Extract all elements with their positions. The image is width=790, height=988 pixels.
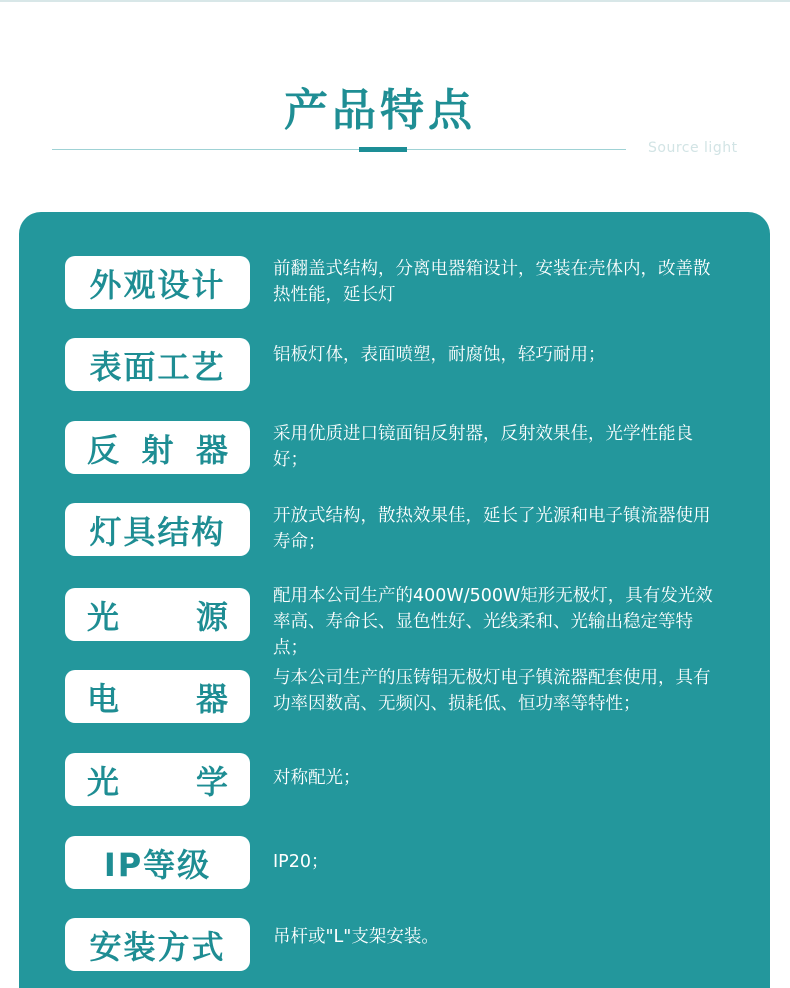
feature-label-text: 外观设计	[89, 265, 226, 304]
feature-label-text: 反	[87, 430, 120, 469]
feature-description: 前翻盖式结构，分离电器箱设计，安装在壳体内，改善散热性能，延长灯	[273, 259, 711, 305]
feature-row	[65, 338, 725, 394]
feature-row	[65, 586, 725, 658]
feature-row	[65, 670, 725, 726]
feature-label-text: 灯具结构	[89, 512, 226, 551]
feature-label-text: 器	[195, 679, 228, 718]
feature-row	[65, 918, 725, 974]
title-accent-bar	[359, 147, 407, 152]
feature-label-text: 电	[87, 679, 120, 718]
feature-label	[65, 588, 250, 641]
feature-row	[65, 836, 725, 892]
feature-row	[65, 753, 725, 809]
feature-label-text: 器	[195, 430, 228, 469]
feature-label	[65, 918, 250, 971]
feature-description: IP20；	[273, 852, 329, 872]
feature-label	[65, 836, 250, 889]
page-title: 产品特点	[284, 85, 476, 136]
feature-description: 对称配光；	[273, 768, 361, 788]
feature-row	[65, 256, 725, 312]
feature-label-text: 光	[87, 762, 120, 801]
feature-label-text: 表面工艺	[89, 347, 226, 386]
feature-label-text: 射	[141, 430, 174, 469]
section-subtitle: Source light	[648, 140, 738, 156]
feature-row	[65, 421, 725, 477]
feature-label	[65, 670, 250, 723]
feature-description: 开放式结构，散热效果佳，延长了光源和电子镇流器使用寿命；	[273, 506, 711, 552]
feature-description: 铝板灯体，表面喷塑，耐腐蚀，轻巧耐用；	[273, 345, 606, 365]
feature-description: 吊杆或"L"支架安装。	[273, 927, 439, 947]
feature-label-text: 光	[87, 597, 120, 636]
feature-label	[65, 421, 250, 474]
feature-label	[65, 256, 250, 309]
feature-description: 配用本公司生产的400W/500W矩形无极灯，具有发光效率高、寿命长、显色性好、光线柔和、光输出稳定等特点；	[273, 586, 713, 658]
feature-row	[65, 503, 725, 559]
feature-label-text: 源	[195, 597, 228, 636]
feature-label-text: IP等级	[103, 845, 212, 884]
title-underline	[52, 149, 626, 150]
feature-label-text: 学	[195, 762, 228, 801]
feature-label	[65, 338, 250, 391]
feature-label	[65, 503, 250, 556]
feature-description: 采用优质进口镜面铝反射器，反射效果佳，光学性能良好；	[273, 424, 693, 470]
feature-label-text: 安装方式	[89, 927, 226, 966]
feature-label	[65, 753, 250, 806]
top-divider	[0, 0, 790, 2]
feature-description: 与本公司生产的压铸铝无极灯电子镇流器配套使用，具有功率因数高、无频闪、损耗低、恒功率等特性；	[273, 668, 711, 714]
